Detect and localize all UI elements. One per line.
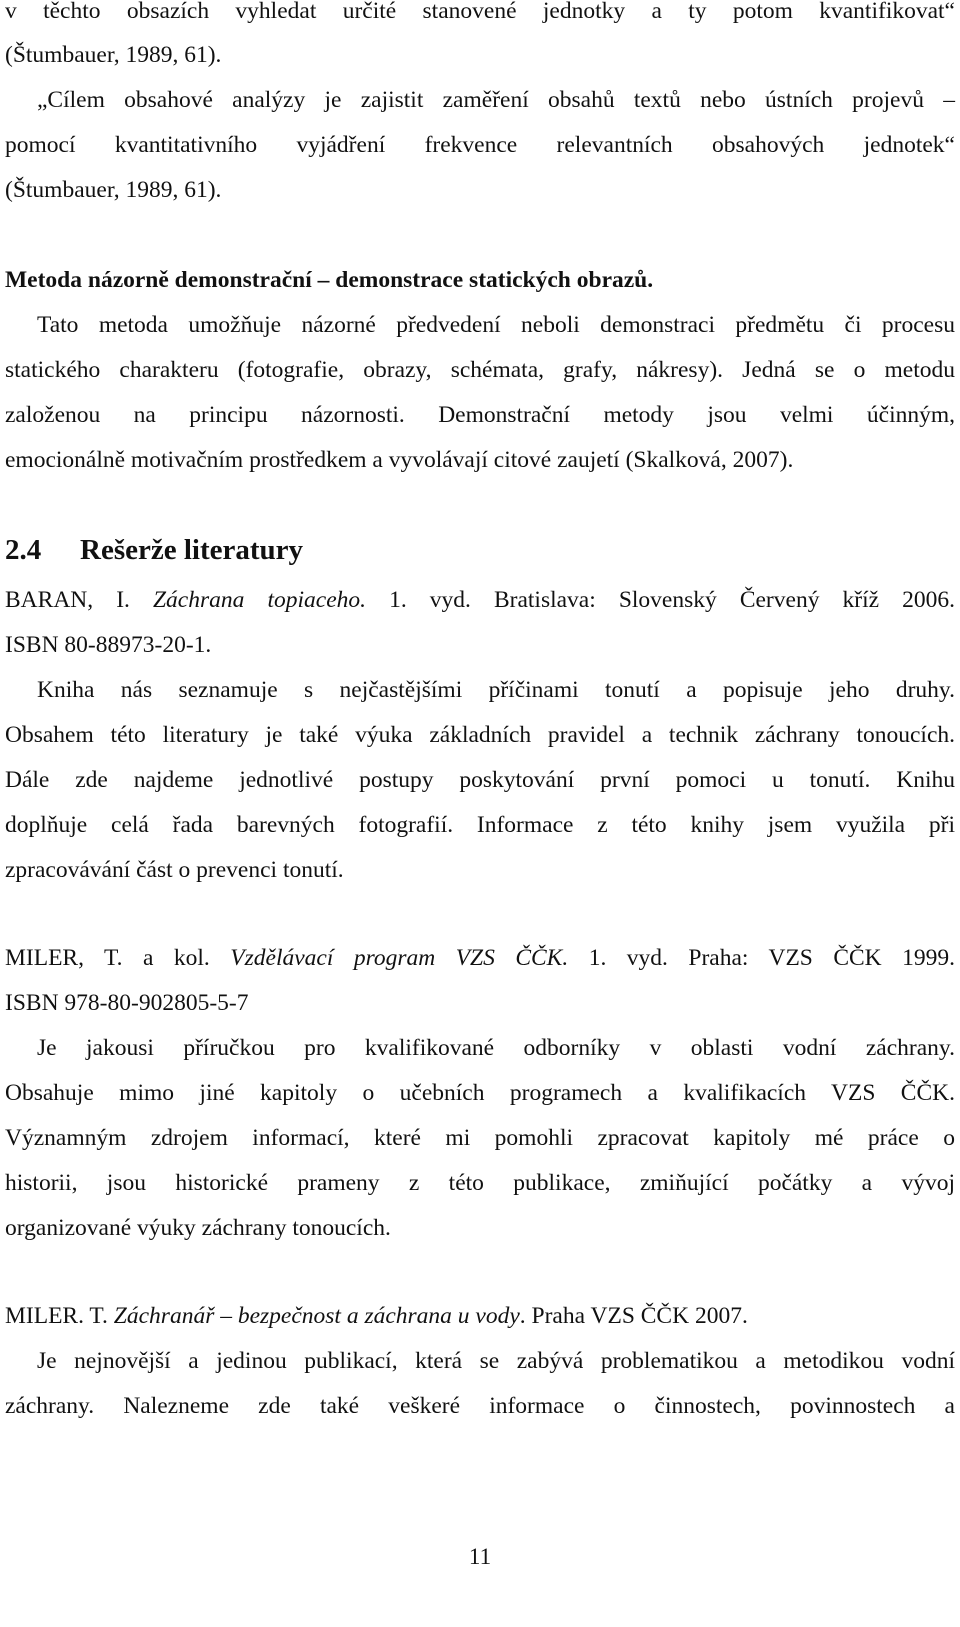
ref2-citation [5, 943, 955, 973]
method-title: Metoda názorně demonstrační – demonstrace statických obrazů. [5, 267, 654, 293]
ref1-citation [5, 585, 955, 615]
ref2-desc-line-1: Je jakousi příručkou pro kvalifikované odborníky v oblasti vodní záchrany. [37, 1035, 955, 1061]
ref2-desc-line-2: Obsahuje mimo jiné kapitoly o učebních programech a kvalifikacích VZS ČČK. [5, 1080, 955, 1106]
section-number: 2.4 [5, 534, 42, 566]
ref2-desc-line-5: organizované výuky záchrany tonoucích. [5, 1215, 391, 1241]
intro-quote-line-1: „Cílem obsahové analýzy je zajistit zaměření obsahů textů nebo ústních projevů – [37, 87, 955, 113]
ref2-desc-line-3: Významným zdrojem informací, které mi pomohli zpracovat kapitoly mé práce o [5, 1125, 955, 1151]
ref1-title: Záchrana topiaceho. [152, 587, 366, 613]
method-line-3: založenou na principu názornosti. Demonstrační metody jsou velmi účinným, [5, 402, 955, 428]
ref1-publication: 1. vyd. Bratislava: Slovenský Červený kříž 2006. [366, 587, 955, 613]
ref3-desc-line-2: záchrany. Nalezneme zde také veškeré informace o činnostech, povinnostech a [5, 1393, 955, 1419]
intro-quote-line-3: (Štumbauer, 1989, 61). [5, 177, 222, 203]
intro-line-2: (Štumbauer, 1989, 61). [5, 42, 222, 68]
ref1-author: BARAN, I. [5, 587, 153, 613]
ref1-desc-line-5: zpracovávání část o prevenci tonutí. [5, 857, 344, 883]
method-line-2: statického charakteru (fotografie, obrazy, schémata, grafy, nákresy). Jedná se o metodu [5, 357, 955, 383]
ref1-desc-line-1: Kniha nás seznamuje s nejčastějšími příčinami tonutí a popisuje jeho druhy. [37, 677, 955, 703]
ref2-title: Vzdělávací program VZS ČČK. [230, 945, 569, 971]
ref3-publication: . Praha VZS ČČK 2007. [519, 1303, 748, 1329]
ref3-desc-line-1: Je nejnovější a jedinou publikací, která se zabývá problematikou a metodikou vodní [37, 1348, 955, 1374]
ref1-isbn: ISBN 80-88973-20-1. [5, 632, 212, 658]
intro-quote-line-2: pomocí kvantitativního vyjádření frekvence relevantních obsahových jednotek“ [5, 132, 955, 158]
page-number: 11 [468, 1544, 492, 1569]
intro-line-1: v těchto obsazích vyhledat určité stanovené jednotky a ty potom kvantifikovat“ [5, 0, 955, 24]
ref2-isbn: ISBN 978-80-902805-5-7 [5, 990, 249, 1016]
method-line-4: emocionálně motivačním prostředkem a vyvolávají citové zaujetí (Skalková, 2007). [5, 447, 794, 473]
ref3-author: MILER. T. [5, 1303, 114, 1329]
ref2-publication: 1. vyd. Praha: VZS ČČK 1999. [568, 945, 955, 971]
ref2-desc-line-4: historii, jsou historické prameny z této publikace, zmiňující počátky a vývoj [5, 1170, 955, 1196]
method-line-1: Tato metoda umožňuje názorné předvedení neboli demonstraci předmětu či procesu [37, 312, 955, 338]
ref3-citation [5, 1301, 955, 1331]
ref1-desc-line-4: doplňuje celá řada barevných fotografií. Informace z této knihy jsem využila při [5, 812, 955, 838]
ref1-desc-line-3: Dále zde najdeme jednotlivé postupy poskytování první pomoci u tonutí. Knihu [5, 767, 955, 793]
ref1-desc-line-2: Obsahem této literatury je také výuka základních pravidel a technik záchrany tonoucích. [5, 722, 955, 748]
section-heading [5, 533, 955, 567]
ref3-title: Záchranář – bezpečnost a záchrana u vody [113, 1303, 520, 1329]
section-title: Rešerže literatury [80, 534, 304, 566]
ref2-author: MILER, T. a kol. [5, 945, 231, 971]
